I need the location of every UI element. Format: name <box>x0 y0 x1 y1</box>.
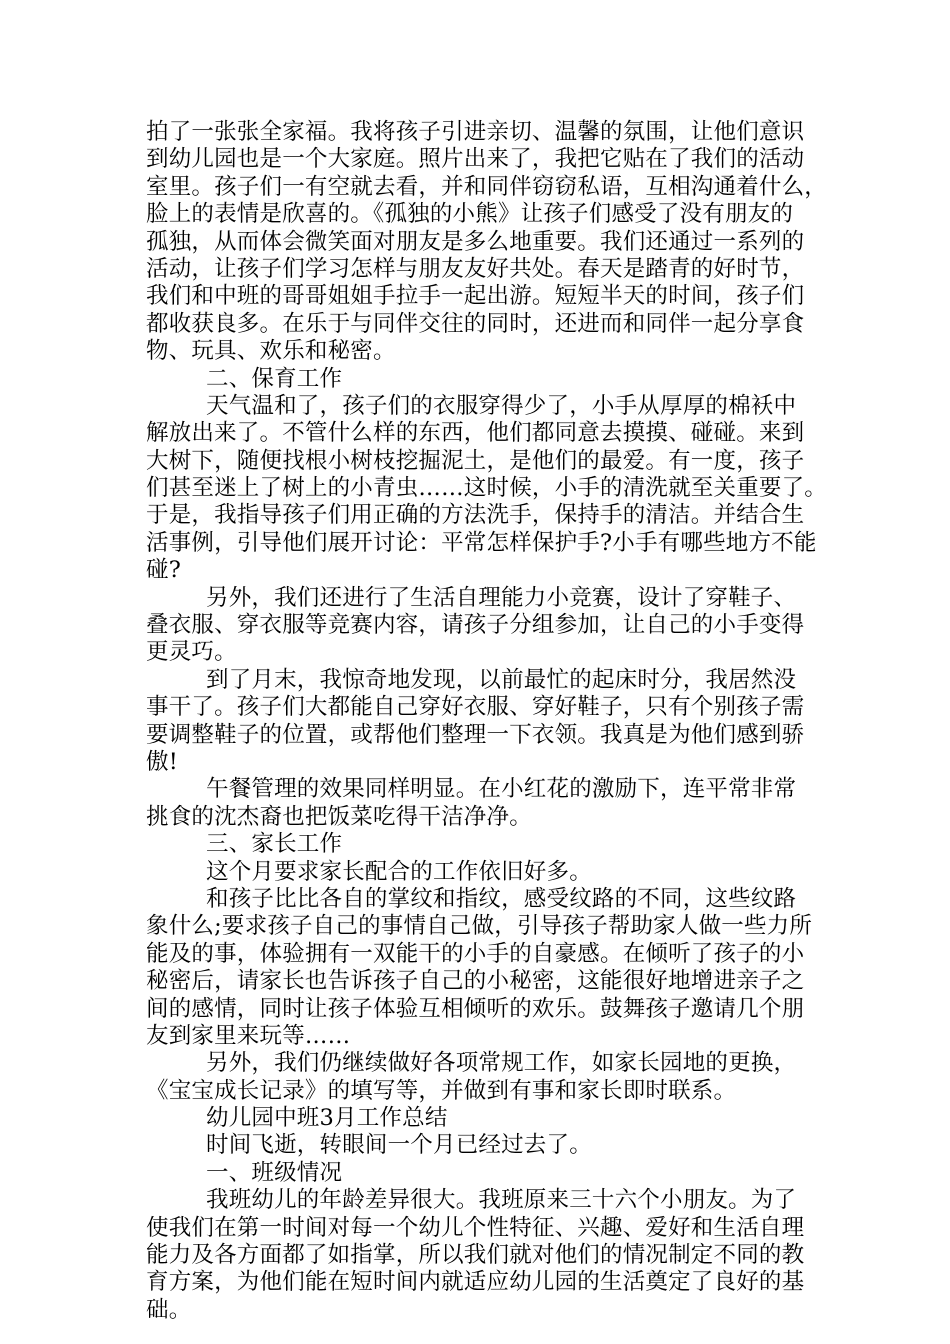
text-line: 我班幼儿的年龄差异很大。我班原来三十六个小朋友。为了 <box>206 1187 797 1214</box>
text-line: 拍了一张张全家福。我将孩子引进亲切、温馨的氛围，让他们意识 <box>146 119 805 145</box>
text-line: 一、班级情况 <box>206 1159 343 1186</box>
document-body <box>146 119 826 1324</box>
text-line: 和孩子比比各自的掌纹和指纹，感受纹路的不同，这些纹路 <box>206 885 797 912</box>
text-line: 《宝宝成长记录》的填写等，并做到有事和家长即时联系。 <box>146 1077 737 1104</box>
text-line: 到了月末，我惊奇地发现，以前最忙的起床时分，我居然没 <box>206 666 797 693</box>
text-line: 碰? <box>146 557 181 584</box>
text-line: 秘密后，请家长也告诉孩子自己的小秘密，这能很好地增进亲子之 <box>146 968 805 995</box>
text-line: 三、家长工作 <box>206 831 343 858</box>
text-line: 叠衣服、穿衣服等竞赛内容，请孩子分组参加，让自己的小手变得 <box>146 612 805 639</box>
text-line: 天气温和了，孩子们的衣服穿得少了，小手从厚厚的棉袄中 <box>206 392 797 419</box>
text-line: 幼儿园中班3月工作总结 <box>206 1105 448 1132</box>
text-line: 解放出来了。不管什么样的东西，他们都同意去摸摸、碰碰。来到 <box>146 420 805 447</box>
text-line: 能及的事，体验拥有一双能干的小手的自豪感。在倾听了孩子的小 <box>146 940 805 967</box>
text-line: 使我们在第一时间对每一个幼儿个性特征、兴趣、爱好和生活自理 <box>146 1214 805 1241</box>
text-line: 另外，我们还进行了生活自理能力小竞赛，设计了穿鞋子、 <box>206 584 797 611</box>
text-line: 挑食的沈杰裔也把饭菜吃得干洁净净。 <box>146 803 532 830</box>
text-line: 活动，让孩子们学习怎样与朋友友好共处。春天是踏青的好时节， <box>146 255 805 282</box>
text-line: 午餐管理的效果同样明显。在小红花的激励下，连平常非常 <box>206 776 797 803</box>
text-line: 室里。孩子们一有空就去看，并和同伴窃窃私语，互相沟通着什么， <box>146 173 828 200</box>
text-line: 都收获良多。在乐于与同伴交往的同时，还进而和同伴一起分享食 <box>146 310 805 337</box>
text-line: 更灵巧。 <box>146 639 237 666</box>
text-line: 要调整鞋子的位置，或帮他们整理一下衣领。我真是为他们感到骄 <box>146 721 805 748</box>
text-line: 于是，我指导孩子们用正确的方法洗手，保持手的清洁。并结合生 <box>146 502 805 529</box>
text-line: 物、玩具、欢乐和秘密。 <box>146 338 396 365</box>
text-line: 我们和中班的哥哥姐姐手拉手一起出游。短短半天的时间，孩子们 <box>146 283 805 310</box>
text-line: 傲! <box>146 748 178 775</box>
text-line: 时间飞逝，转眼间一个月已经过去了。 <box>206 1132 592 1159</box>
text-line: 能力及各方面都了如指掌，所以我们就对他们的情况制定不同的教 <box>146 1242 805 1269</box>
text-line: 活事例，引导他们展开讨论：平常怎样保护手?小手有哪些地方不能 <box>146 529 817 556</box>
text-line: 到幼儿园也是一个大家庭。照片出来了，我把它贴在了我们的活动 <box>146 146 805 173</box>
text-line: 另外，我们仍继续做好各项常规工作，如家长园地的更换， <box>206 1050 797 1077</box>
text-line: 事干了。孩子们大都能自己穿好衣服、穿好鞋子，只有个别孩子需 <box>146 694 805 721</box>
text-line: 友到家里来玩等…… <box>146 1022 351 1049</box>
text-line: 二、保育工作 <box>206 365 343 392</box>
text-line: 们甚至迷上了树上的小青虫……这时候，小手的清洗就至关重要了。 <box>146 475 828 502</box>
text-line: 脸上的表情是欣喜的。《孤独的小熊》让孩子们感受了没有朋友的 <box>146 201 794 228</box>
text-line: 孤独，从而体会微笑面对朋友是多么地重要。我们还通过一系列的 <box>146 228 805 255</box>
text-line: 育方案，为他们能在短时间内就适应幼儿园的生活奠定了良好的基 <box>146 1269 805 1296</box>
text-line: 象什么;要求孩子自己的事情自己做，引导孩子帮助家人做一些力所 <box>146 913 813 940</box>
text-line: 这个月要求家长配合的工作依旧好多。 <box>206 858 592 885</box>
text-line: 间的感情，同时让孩子体验互相倾听的欢乐。鼓舞孩子邀请几个朋 <box>146 995 805 1022</box>
text-line: 大树下，随便找根小树枝挖掘泥土，是他们的最爱。有一度，孩子 <box>146 447 805 474</box>
text-line: 础。 <box>146 1296 192 1323</box>
